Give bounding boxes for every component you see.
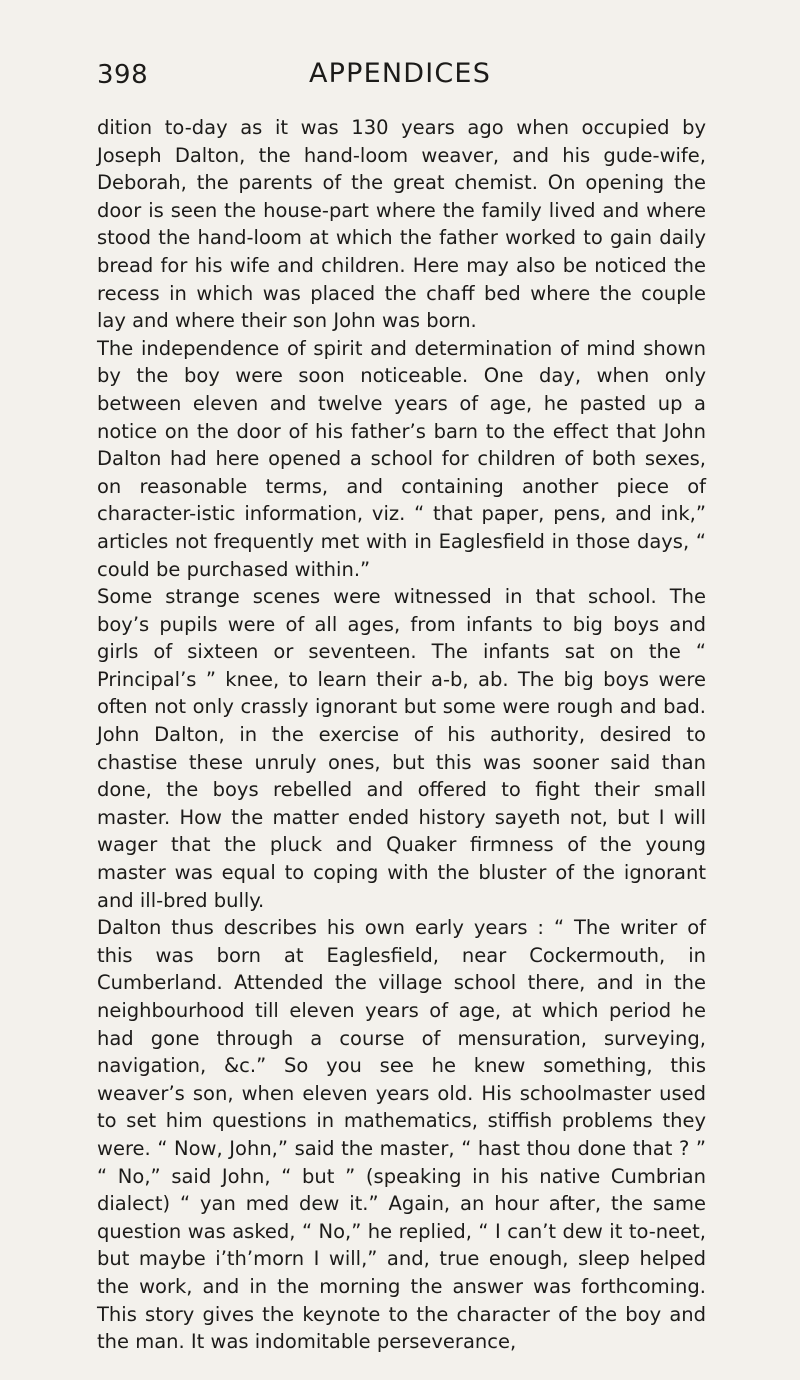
- body-text: [97, 114, 706, 1356]
- paragraph-2: The independence of spirit and determination of mind shown by the boy were soon noticeable. One day, when only between eleven and twelve years of age, he pasted up a notice on the door of his father’s barn to the effect that John Dalton had here opened a school for children of both sexes, on reasonable terms, and containing another piece of character-istic information, viz. “ that paper, pens, and ink,” articles not frequently met with in Eaglesfield in those days, “ could be purchased within.”: [97, 336, 706, 581]
- page-header: [0, 58, 800, 98]
- running-head: APPENDICES: [308, 58, 492, 89]
- page-number: 398: [97, 60, 149, 90]
- paragraph-4: Dalton thus describes his own early years : “ The writer of this was born at Eaglesfield, near Cockermouth, in Cumberland. Attended the village school there, and in the neighbourhood till eleven years of age, at which period he had gone through a course of mensuration, surveying, navigation, &c.” So you see he knew something, this weaver’s son, when eleven years old. His schoolmaster used to set him questions in mathematics, stiffish problems they were. “ Now, John,” said the master, “ hast thou done that ? ” “ No,” said John, “ but ” (speaking in his native Cumbrian dialect) “ yan med dew it.” Again, an hour after, the same question was asked, “ No,” he replied, “ I can’t dew it to-neet, but maybe i’th’morn I will,” and, true enough, sleep helped the work, and in the morning the answer was forthcoming. This story gives the keynote to the character of the boy and the man. It was indomitable perseverance,: [97, 916, 706, 1354]
- paragraph-1: dition to-day as it was 130 years ago when occupied by Joseph Dalton, the hand-loom weaver, and his gude-wife, Deborah, the parents of the great chemist. On opening the door is seen the house-part where the family lived and where stood the hand-loom at which the father worked to gain daily bread for his wife and children. Here may also be noticed the recess in which was placed the chaff bed where the couple lay and where their son John was born.: [97, 116, 706, 333]
- paragraph-3: Some strange scenes were witnessed in that school. The boy’s pupils were of all ages, from infants to big boys and girls of sixteen or seventeen. The infants sat on the “ Principal’s ” knee, to learn their a-b, ab. The big boys were often not only crassly ignorant but some were rough and bad. John Dalton, in the exercise of his authority, desired to chastise these unruly ones, but this was sooner said than done, the boys rebelled and offered to fight their small master. How the matter ended history sayeth not, but I will wager that the pluck and Quaker firmness of the young master was equal to coping with the bluster of the ignorant and ill-bred bully.: [97, 585, 706, 912]
